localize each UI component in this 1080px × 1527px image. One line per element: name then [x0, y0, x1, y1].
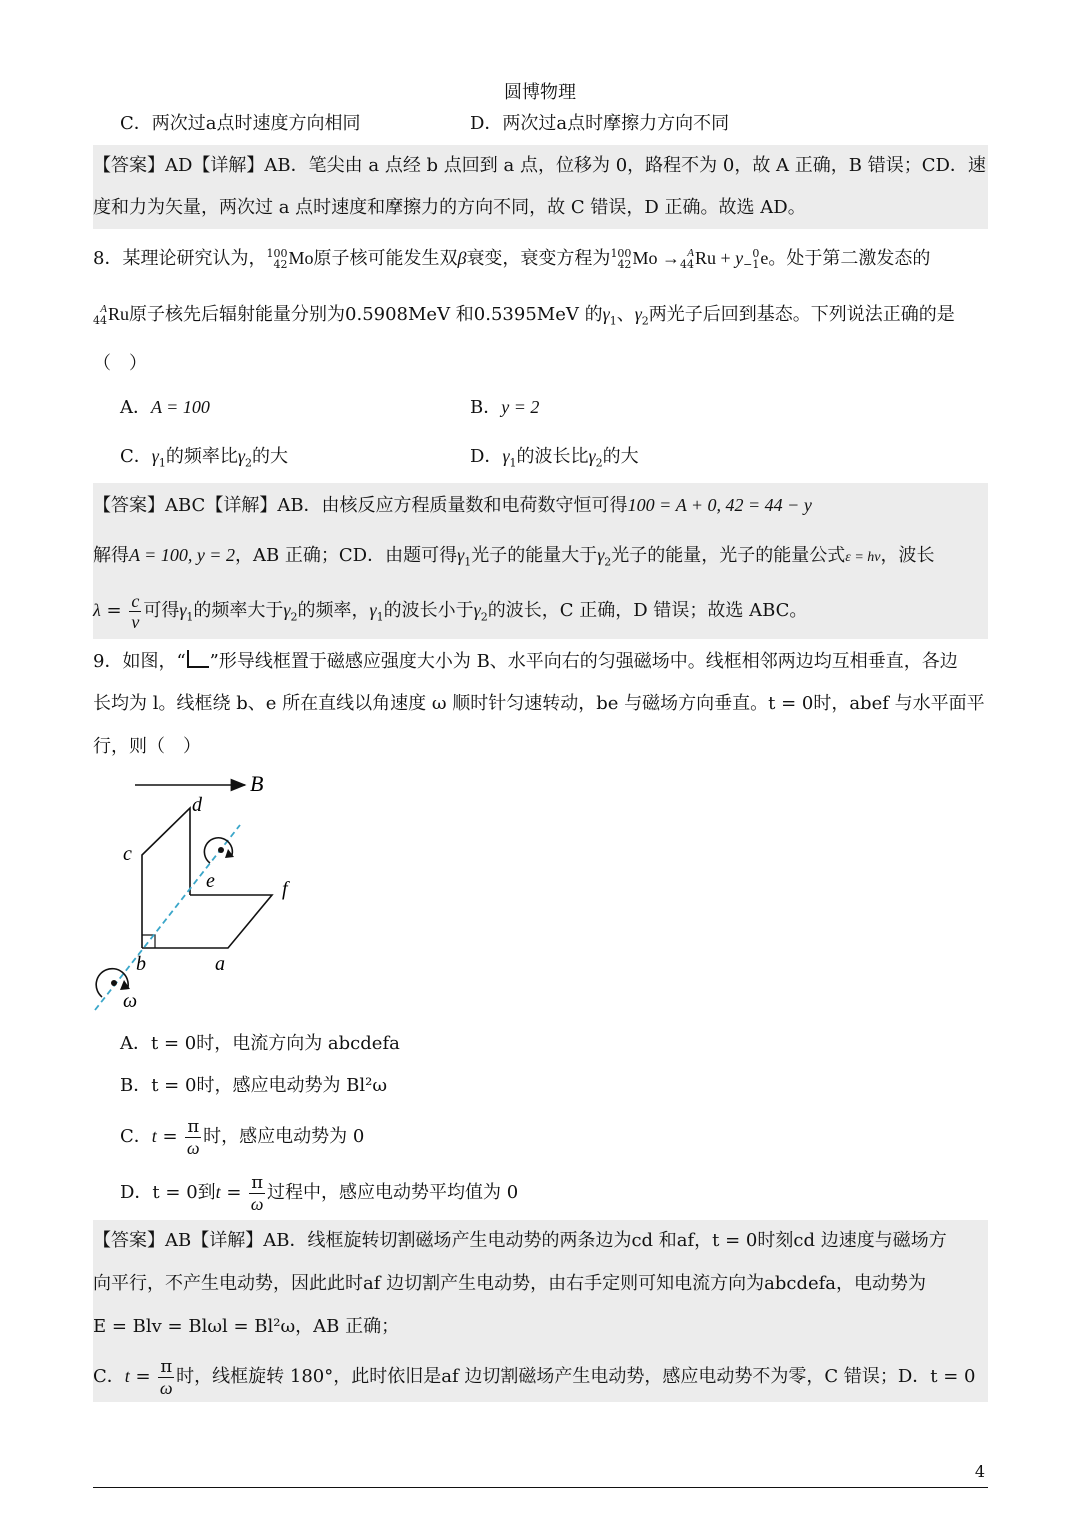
q8-stem-line3: （ ）	[93, 353, 147, 374]
footer-rule	[93, 1487, 988, 1488]
q8-option-a: A．A = 100	[120, 397, 210, 418]
label-d: d	[192, 794, 202, 816]
q8-option-b: B．y = 2	[470, 397, 540, 418]
q8-stem-line2: A 44 Ru原子核先后辐射能量分别为0.5908MeV 和0.5395MeV 的$\gamma_1$、$\gamma_2$两光子后回到基态。下列说法正确的是	[93, 303, 955, 328]
rotation-marker-top-icon	[204, 838, 234, 863]
label-b: b	[136, 953, 146, 975]
label-a: a	[215, 953, 225, 975]
q8-answer-line2: 解得A = 100, y = 2，AB 正确；CD．由题可得$\gamma_1$光子的能量大于$\gamma_2$光子的能量，光子的能量公式ε = hν，波长	[93, 545, 935, 569]
q9-answer-line3: E = Blv = Blωl = Bl²ω，AB 正确；	[93, 1316, 400, 1337]
q9-option-c: C．t = $\frac{\pi}{\omega}$ 时，感应电动势为 0	[120, 1115, 365, 1158]
label-omega: ω	[123, 990, 138, 1012]
q9-option-a: A．t = 0时，电流方向为 abcdefa	[120, 1033, 400, 1054]
q7-answer-line2: 度和力为矢量，两次过 a 点时速度和摩擦力的方向不同，故 C 错误，D 正确。故选 AD。	[93, 197, 806, 218]
q9-option-b: B．t = 0时，感应电动势为 Bl²ω	[120, 1075, 388, 1096]
wire-frame-vertical	[142, 808, 190, 948]
q9-answer-line1: 【答案】AB【详解】AB．线框旋转切割磁场产生电动势的两条边为cd 和af，t = 0时刻cd 边速度与磁场方	[93, 1230, 947, 1251]
q8-answer-line3: λ = $\frac{c}{\nu}$ 可得$\gamma_1$的频率大于$\gamma_2$的频率，$\gamma_1$的波长小于$\gamma_2$的波长，C 正确，D 错误；故选 ABC。	[93, 590, 808, 632]
l-shape-icon	[187, 650, 209, 668]
wire-frame-horizontal	[142, 895, 272, 948]
label-B: B	[250, 771, 264, 796]
q9-figure	[80, 765, 310, 1015]
q7-option-c: C．两次过a点时速度方向相同	[120, 113, 361, 134]
q8-answer-line1: 【答案】ABC【详解】AB．由核反应方程质量数和电荷数守恒可得100 = A + 0, 42 = 44 − y	[93, 495, 812, 516]
page-header: 圆博物理	[504, 82, 576, 103]
q9-stem-line2: 长均为 l。线框绕 b、e 所在直线以角速度 ω 顺时针匀速转动，be 与磁场方向垂直。t = 0时，abef 与水平面平	[93, 693, 985, 714]
q9-stem-line1: 9．如图，“ ”形导线框置于磁感应强度大小为 B、水平向右的匀强磁场中。线框相邻两边均互相垂直，各边	[93, 651, 958, 672]
q8-option-c: C．$\gamma_1$的频率比$\gamma_2$的大	[120, 446, 288, 470]
q9-answer-line2: 向平行，不产生电动势，因此此时af 边切割产生电动势，由右手定则可知电流方向为abcdefa，电动势为	[93, 1273, 927, 1294]
label-e: e	[206, 870, 215, 892]
q8-option-d: D．$\gamma_1$的波长比$\gamma_2$的大	[470, 446, 639, 470]
q7-answer-line1: 【答案】AD【详解】AB．笔尖由 a 点经 b 点回到 a 点，位移为 0，路程不为 0，故 A 正确，B 错误；CD．速	[93, 155, 986, 176]
q7-option-d: D．两次过a点时摩擦力方向不同	[470, 113, 730, 134]
q9-answer-line4: C．t = $\frac{\pi}{\omega}$ 时，线框旋转 180°，此时依旧是af 边切割磁场产生电动势，感应电动势不为零，C 错误；D．t = 0	[93, 1355, 976, 1398]
q9-option-d: D．t = 0到t = $\frac{\pi}{\omega}$ 过程中，感应电动势平均值为 0	[120, 1171, 519, 1214]
q8-stem-line1: 8．某理论研究认为， 100 42 Mo原子核可能发生双β衰变，衰变方程为 100 42 Mo → A 44 Ru + y 0 −1 e。处于第二激发态的	[93, 247, 931, 271]
q9-stem-line3: 行，则（ ）	[93, 736, 201, 757]
label-f: f	[282, 878, 288, 900]
label-c: c	[123, 843, 132, 865]
page-number: 4	[974, 1462, 985, 1481]
